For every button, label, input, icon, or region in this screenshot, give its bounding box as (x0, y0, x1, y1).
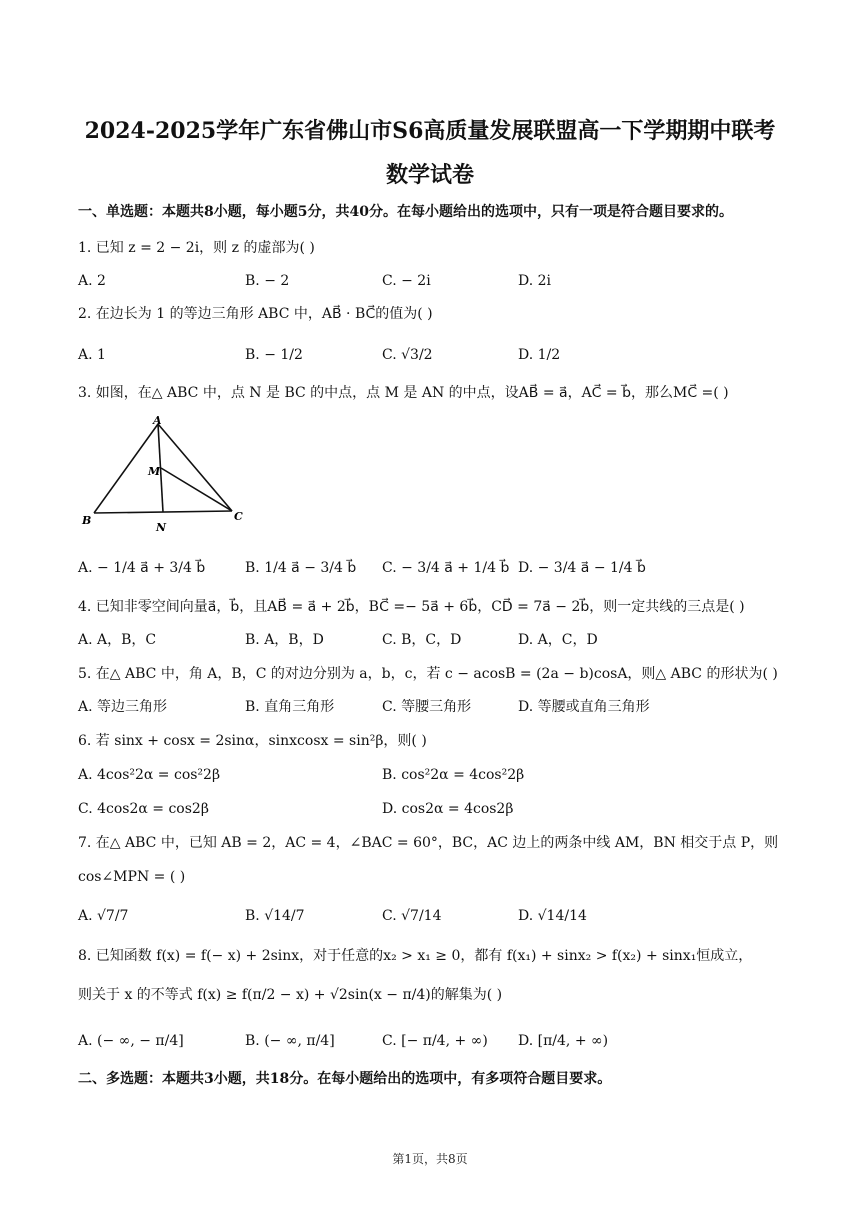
label-a: A (153, 414, 162, 427)
label-c: C (234, 510, 243, 523)
question-5-option-d: D. 等腰或直角三角形 (518, 699, 650, 715)
question-7-option-b: B. √14/7 (245, 908, 305, 924)
question-4-option-b: B. A，B，D (245, 632, 324, 648)
question-3-option-a: A. − 1/4 a⃗ + 3/4 b⃗ (78, 560, 206, 576)
question-3-option-d: D. − 3/4 a⃗ − 1/4 b⃗ (518, 560, 646, 576)
question-6-stem: 6. 若 sinx + cosx = 2sinα，sinxcosx = sin²β，则( ) (78, 733, 427, 749)
question-8-option-b: B. (− ∞, π/4] (245, 1033, 335, 1049)
question-6-option-a: A. 4cos²2α = cos²2β (78, 767, 221, 783)
question-5-option-a: A. 等边三角形 (78, 699, 168, 715)
question-1-option-b: B. − 2 (245, 273, 290, 289)
question-4-option-c: C. B，C，D (382, 632, 462, 648)
question-4-stem: 4. 已知非零空间向量a⃗，b⃗，且AB⃗ = a⃗ + 2b⃗，BC⃗ =− 5a⃗ + 6b⃗，CD⃗ = 7a⃗ − 2b⃗，则一定共线的三点是( ) (78, 599, 745, 615)
question-5-option-c: C. 等腰三角形 (382, 699, 472, 715)
question-3-option-c: C. − 3/4 a⃗ + 1/4 b⃗ (382, 560, 510, 576)
question-5-option-b: B. 直角三角形 (245, 699, 335, 715)
exam-subtitle: 数学试卷 (385, 162, 474, 188)
question-1-option-a: A. 2 (78, 273, 106, 289)
question-4-option-d: D. A，C，D (518, 632, 598, 648)
label-b: B (82, 514, 92, 527)
question-7-stem-line-1: 7. 在△ ABC 中，已知 AB = 2，AC = 4，∠BAC = 60°，BC，AC 边上的两条中线 AM，BN 相交于点 P，则 (78, 835, 779, 851)
question-1-stem: 1. 已知 z = 2 − 2i，则 z 的虚部为( ) (78, 240, 315, 256)
segment-ac (158, 424, 232, 511)
label-n: N (156, 521, 167, 534)
question-2-option-b: B. − 1/2 (245, 347, 303, 363)
question-3-option-b: B. 1/4 a⃗ − 3/4 b⃗ (245, 560, 357, 576)
question-2-stem: 2. 在边长为 1 的等边三角形 ABC 中，AB⃗ · BC⃗的值为( ) (78, 306, 433, 322)
question-2-option-c: C. √3/2 (382, 347, 433, 363)
label-m: M (148, 465, 161, 478)
exam-title: 2024-2025学年广东省佛山市S6高质量发展联盟高一下学期期中联考 (84, 118, 776, 144)
question-8-option-d: D. [π/4, + ∞) (518, 1033, 609, 1049)
question-3-stem: 3. 如图，在△ ABC 中，点 N 是 BC 的中点，点 M 是 AN 的中点，设AB⃗ = a⃗，AC⃗ = b⃗，那么MC⃗ =( ) (78, 385, 729, 401)
question-8-option-a: A. (− ∞, − π/4] (78, 1033, 184, 1049)
question-5-stem: 5. 在△ ABC 中，角 A，B，C 的对边分别为 a，b，c，若 c − acosB = (2a − b)cosA，则△ ABC 的形状为( ) (78, 666, 778, 682)
question-7-option-a: A. √7/7 (78, 908, 129, 924)
page-footer: 第1页，共8页 (392, 1152, 468, 1166)
question-7-stem-line-2: cos∠MPN = ( ) (78, 869, 186, 885)
question-1-option-d: D. 2i (518, 273, 552, 289)
question-4-option-a: A. A，B，C (78, 632, 157, 648)
triangle-figure (76, 412, 256, 537)
section-1-heading: 一、单选题：本题共8小题，每小题5分，共40分。在每小题给出的选项中，只有一项是符合题目要求的。 (78, 204, 733, 220)
question-6-option-d: D. cos2α = 4cos2β (382, 801, 514, 817)
question-7-option-c: C. √7/14 (382, 908, 442, 924)
question-8-stem-line-1: 8. 已知函数 f(x) = f(− x) + 2sinx，对于任意的x₂ > x₁ ≥ 0，都有 f(x₁) + sinx₂ > f(x₂) + sinx₁恒成立， (78, 948, 753, 964)
question-1-option-c: C. − 2i (382, 273, 431, 289)
question-7-option-d: D. √14/14 (518, 908, 587, 924)
question-6-option-b: B. cos²2α = 4cos²2β (382, 767, 525, 783)
section-2-heading: 二、多选题：本题共3小题，共18分。在每小题给出的选项中，有多项符合题目要求。 (78, 1071, 612, 1087)
segment-mc (161, 468, 232, 511)
question-8-option-c: C. [− π/4, + ∞) (382, 1033, 488, 1049)
question-6-option-c: C. 4cos2α = cos2β (78, 801, 209, 817)
question-8-stem-line-2: 则关于 x 的不等式 f(x) ≥ f(π/2 − x) + √2sin(x − π/4)的解集为( ) (78, 987, 503, 1003)
question-2-option-a: A. 1 (78, 347, 106, 363)
question-2-option-d: D. 1/2 (518, 347, 561, 363)
